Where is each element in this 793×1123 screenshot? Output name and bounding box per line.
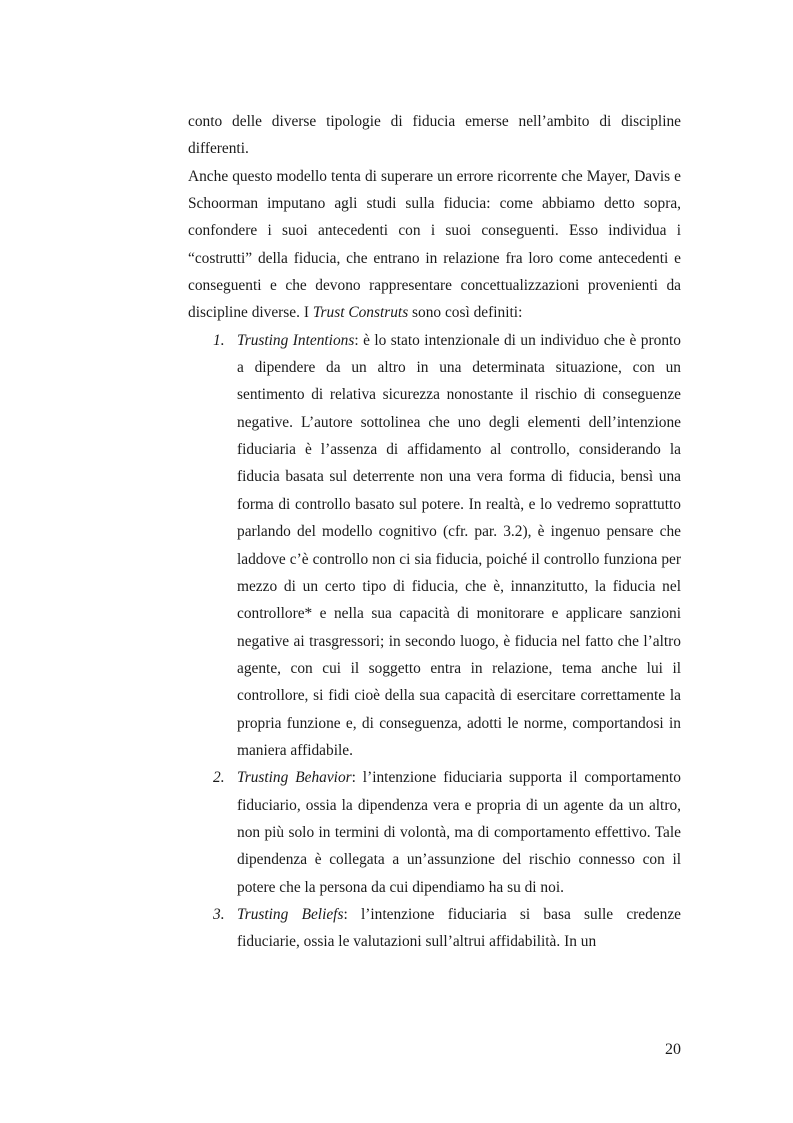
list-item-number: 3. bbox=[213, 905, 225, 923]
list-item-term: Trusting Behavior bbox=[237, 769, 352, 787]
list-item-term: Trusting Intentions bbox=[237, 331, 355, 349]
page-number: 20 bbox=[665, 1041, 681, 1058]
paragraph-1: conto delle diverse tipologie di fiducia emerse nell’ambito di discipline differenti. bbox=[188, 113, 681, 158]
list-item-trusting-beliefs bbox=[188, 901, 681, 956]
list-item-trusting-behavior bbox=[188, 764, 681, 901]
trust-constructs-list bbox=[188, 327, 681, 956]
list-item-number: 1. bbox=[213, 331, 225, 349]
list-item-trusting-intentions bbox=[188, 327, 681, 765]
paragraph-2-ending: sono così definiti: bbox=[408, 304, 523, 322]
list-item-text: : l’intenzione fiduciaria supporta il comportamento fiduciario, ossia la dipendenza vera e propria di un agente da un altro, non più solo in termini di volontà, ma di comportamento effettivo. Tale dipendenza è collegata a un’assunzione del rischio connesso con il potere che la persona da cui dipendiamo ha su di noi. bbox=[237, 769, 681, 896]
trust-constructs-term: Trust Construts bbox=[312, 304, 409, 322]
list-item-text: : è lo stato intenzionale di un individuo che è pronto a dipendere da un altro in una determinata situazione, con un sentimento di relativa sicurezza nonostante il rischio di conseguenze negative. L’autore sottolinea che uno degli elementi dell’intenzione fiduciaria è l’assenza di affidamento al controllo, considerando la fiducia basata sul deterrente non una vera forma di fiducia, bensì una forma di controllo basato sul potere. In realtà, e lo vedremo soprattutto parlando del modello cognitivo (cfr. par. 3.2), è ingenuo pensare che laddove c’è controllo non ci sia fiducia, poiché il controllo funziona per mezzo di un certo tipo di fiducia, che è, innanzitutto, la fiducia nel controllore* e nella sua capacità di monitorare e applicare sanzioni negative ai trasgressori; in secondo luogo, è fiducia nel fatto che l’altro agente, con cui il soggetto entra in relazione, tema anche lui il controllore, si fidi cioè della sua capacità di esercitare correttamente la propria funzione e, di conseguenza, adotti le norme, comportandosi in maniera affidabile. bbox=[237, 331, 681, 759]
paragraph-2 bbox=[188, 163, 681, 327]
list-item-number: 2. bbox=[213, 769, 225, 787]
body-text bbox=[188, 108, 681, 956]
list-item-term: Trusting Beliefs bbox=[237, 905, 344, 923]
list-item-text: : l’intenzione fiduciaria si basa sulle credenze fiduciarie, ossia le valutazioni sull’altrui affidabilità. In un bbox=[237, 905, 681, 951]
paragraph-2-text: Anche questo modello tenta di superare un errore ricorrente che Mayer, Davis e Schoorman imputano agli studi sulla fiducia: come abbiamo detto sopra, confondere i suoi antecedenti con i suoi conseguenti. Esso individua i “costrutti” della fiducia, che entrano in relazione fra loro come antecedenti e conseguenti e che devono rappresentare concettualizzazioni provenienti da discipline diverse. I bbox=[188, 167, 681, 322]
